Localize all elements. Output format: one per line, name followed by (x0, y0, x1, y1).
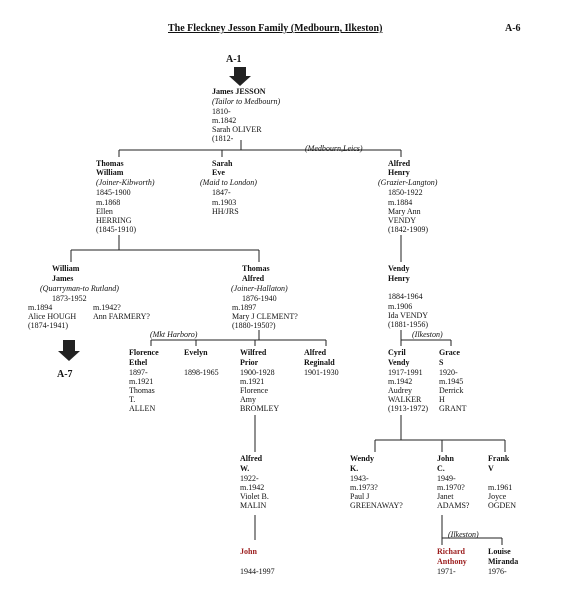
person-dates: 1850-1922 (388, 188, 423, 197)
person-name: Alfred (304, 348, 327, 357)
person-marriage: m.1897 (232, 303, 257, 312)
person-spouse: Alice HOUGH (28, 312, 77, 321)
place-ilkeston: (Ilkeston) (448, 530, 479, 539)
page-title: The Fleckney Jesson Family (Medbourn, Ilkeston) (168, 23, 383, 34)
person-name: Alfred (242, 274, 265, 283)
person-occupation: (Grazier-Langton) (378, 178, 438, 187)
person-dates: 1884-1964 (388, 292, 423, 301)
person-name: Vendy (388, 358, 410, 367)
person-name: Ethel (129, 358, 148, 367)
person-name: Alfred (240, 454, 263, 463)
person-name: Frank (488, 454, 510, 463)
person-occupation: (Joiner-Hallaton) (231, 284, 288, 293)
person-occupation: (Joiner-Kibworth) (96, 178, 155, 187)
person-name: Prior (240, 358, 259, 367)
person-dates: 1943- (350, 474, 369, 483)
person-occupation: (Maid to London) (200, 178, 257, 187)
person-spouse: Joyce (488, 492, 507, 501)
person-spouse: Paul J (350, 492, 370, 501)
person-spouse-dates: (1845-1910) (96, 225, 136, 234)
person-name: Henry (388, 168, 410, 177)
person-name: Wilfred (240, 348, 267, 357)
person-spouse: HH/JRS (212, 207, 239, 216)
person-marriage: m.1970? (437, 483, 465, 492)
person-spouse-dates: (1874-1941) (28, 321, 68, 330)
person-name: W. (240, 464, 250, 473)
person-dates: 1901-1930 (304, 368, 339, 377)
ref-a1: A-1 (226, 54, 242, 65)
person-marriage: m.1868 (96, 198, 121, 207)
person-name: Henry (388, 274, 410, 283)
person-spouse-dates: (1881-1956) (388, 320, 428, 329)
person-birth: 1810- (212, 107, 231, 116)
person-dates: 1845-1900 (96, 188, 131, 197)
person-spouse: Mary Ann (388, 207, 421, 216)
person-spouse: Thomas (129, 386, 155, 395)
arrow-shaft (63, 340, 75, 351)
person-name: Alfred (388, 159, 411, 168)
person-dates: 1971- (437, 567, 456, 576)
person-name: John (240, 547, 257, 556)
person-name: James JESSON (212, 87, 266, 96)
person-name: Grace (439, 348, 460, 357)
person-marriage: m.1942 (240, 483, 265, 492)
person-name: Louise (488, 547, 511, 556)
person-spouse: ADAMS? (437, 501, 470, 510)
person-spouse: Ida VENDY (388, 311, 429, 320)
person-spouse: T. (129, 395, 136, 404)
person-spouse-dates: (1842-1909) (388, 225, 428, 234)
person-marriage: m.1884 (388, 198, 413, 207)
person-name: Anthony (437, 557, 467, 566)
person-spouse: Janet (437, 492, 454, 501)
person-dates: 1900-1928 (240, 368, 275, 377)
person-marriage: m.1942 (388, 377, 413, 386)
person-occupation: (Tailor to Medbourn) (212, 97, 281, 106)
page-code: A-6 (505, 23, 521, 34)
person-name: William (52, 264, 80, 273)
person-spouse: MALIN (240, 501, 267, 510)
person-dates: 1876-1940 (242, 294, 277, 303)
person-spouse: WALKER (388, 395, 422, 404)
person-marriage: m.1973? (350, 483, 378, 492)
person-name: Thomas (242, 264, 270, 273)
person-name: John (437, 454, 454, 463)
person-name: James (52, 274, 74, 283)
person-spouse: HERRING (96, 216, 132, 225)
person-name: Richard (437, 547, 465, 556)
person-marriage: m.1942? (93, 303, 121, 312)
person-dates: 1976- (488, 567, 507, 576)
person-spouse: VENDY (388, 216, 416, 225)
person-name: Wendy (350, 454, 375, 463)
person-name: S (439, 358, 444, 367)
person-name: Vendy (388, 264, 410, 273)
person-name: William (96, 168, 124, 177)
person-marriage: m.1894 (28, 303, 53, 312)
place-mkt-harboro: (Mkt Harboro) (150, 330, 198, 339)
person-dates: 1920- (439, 368, 458, 377)
person-name: K. (350, 464, 359, 473)
person-spouse: Florence (240, 386, 268, 395)
person-name: Sarah (212, 159, 233, 168)
person-marriage: m.1961 (488, 483, 513, 492)
person-spouse: H (439, 395, 445, 404)
person-dates: 1944-1997 (240, 567, 275, 576)
person-marriage: m.1906 (388, 302, 413, 311)
person-name: Cyril (388, 348, 406, 357)
down-arrow-icon (58, 351, 80, 361)
person-name: Thomas (96, 159, 124, 168)
person-spouse: Mary J CLEMENT? (232, 312, 298, 321)
person-marriage: m.1945 (439, 377, 464, 386)
person-spouse: BROMLEY (240, 404, 280, 413)
person-occupation: (Quarryman-to Rutland) (40, 284, 119, 293)
person-name: Miranda (488, 557, 519, 566)
person-dates: 1922- (240, 474, 259, 483)
person-spouse: GRANT (439, 404, 467, 413)
person-name: Florence (129, 348, 159, 357)
person-spouse: Amy (240, 395, 256, 404)
person-dates: 1847- (212, 188, 231, 197)
person-dates: 1898-1965 (184, 368, 219, 377)
person-marriage: m.1903 (212, 198, 237, 207)
person-name: C. (437, 464, 445, 473)
person-marriage: m.1921 (240, 377, 265, 386)
person-name: V (488, 464, 494, 473)
person-spouse-dates: (1913-1972) (388, 404, 428, 413)
person-dates: 1897- (129, 368, 148, 377)
person-marriage: m.1921 (129, 377, 154, 386)
person-spouse: Ann FARMERY? (93, 312, 150, 321)
person-spouse: Ellen (96, 207, 113, 216)
person-name: Eve (212, 168, 225, 177)
person-dates: 1873-1952 (52, 294, 87, 303)
down-arrow-icon (229, 76, 251, 86)
arrow-shaft (234, 67, 246, 76)
place-medbourn: (Medbourn,Leics) (305, 144, 363, 153)
person-spouse: Derrick (439, 386, 464, 395)
person-dates: 1917-1991 (388, 368, 423, 377)
person-name: Reginald (304, 358, 335, 367)
person-spouse: Audrey (388, 386, 412, 395)
person-spouse: OGDEN (488, 501, 516, 510)
person-dates: 1949- (437, 474, 456, 483)
person-name: Evelyn (184, 348, 208, 357)
person-spouse: Violet B. (240, 492, 269, 501)
person-spouse-dates: (1812- (212, 134, 234, 143)
place-ilkeston: (Ilkeston) (412, 330, 443, 339)
person-spouse-dates: (1880-1950?) (232, 321, 276, 330)
person-spouse: Sarah OLIVER (212, 125, 262, 134)
person-spouse: GREENAWAY? (350, 501, 403, 510)
person-spouse: ALLEN (129, 404, 156, 413)
ref-a7: A-7 (57, 369, 73, 380)
person-marriage: m.1842 (212, 116, 237, 125)
